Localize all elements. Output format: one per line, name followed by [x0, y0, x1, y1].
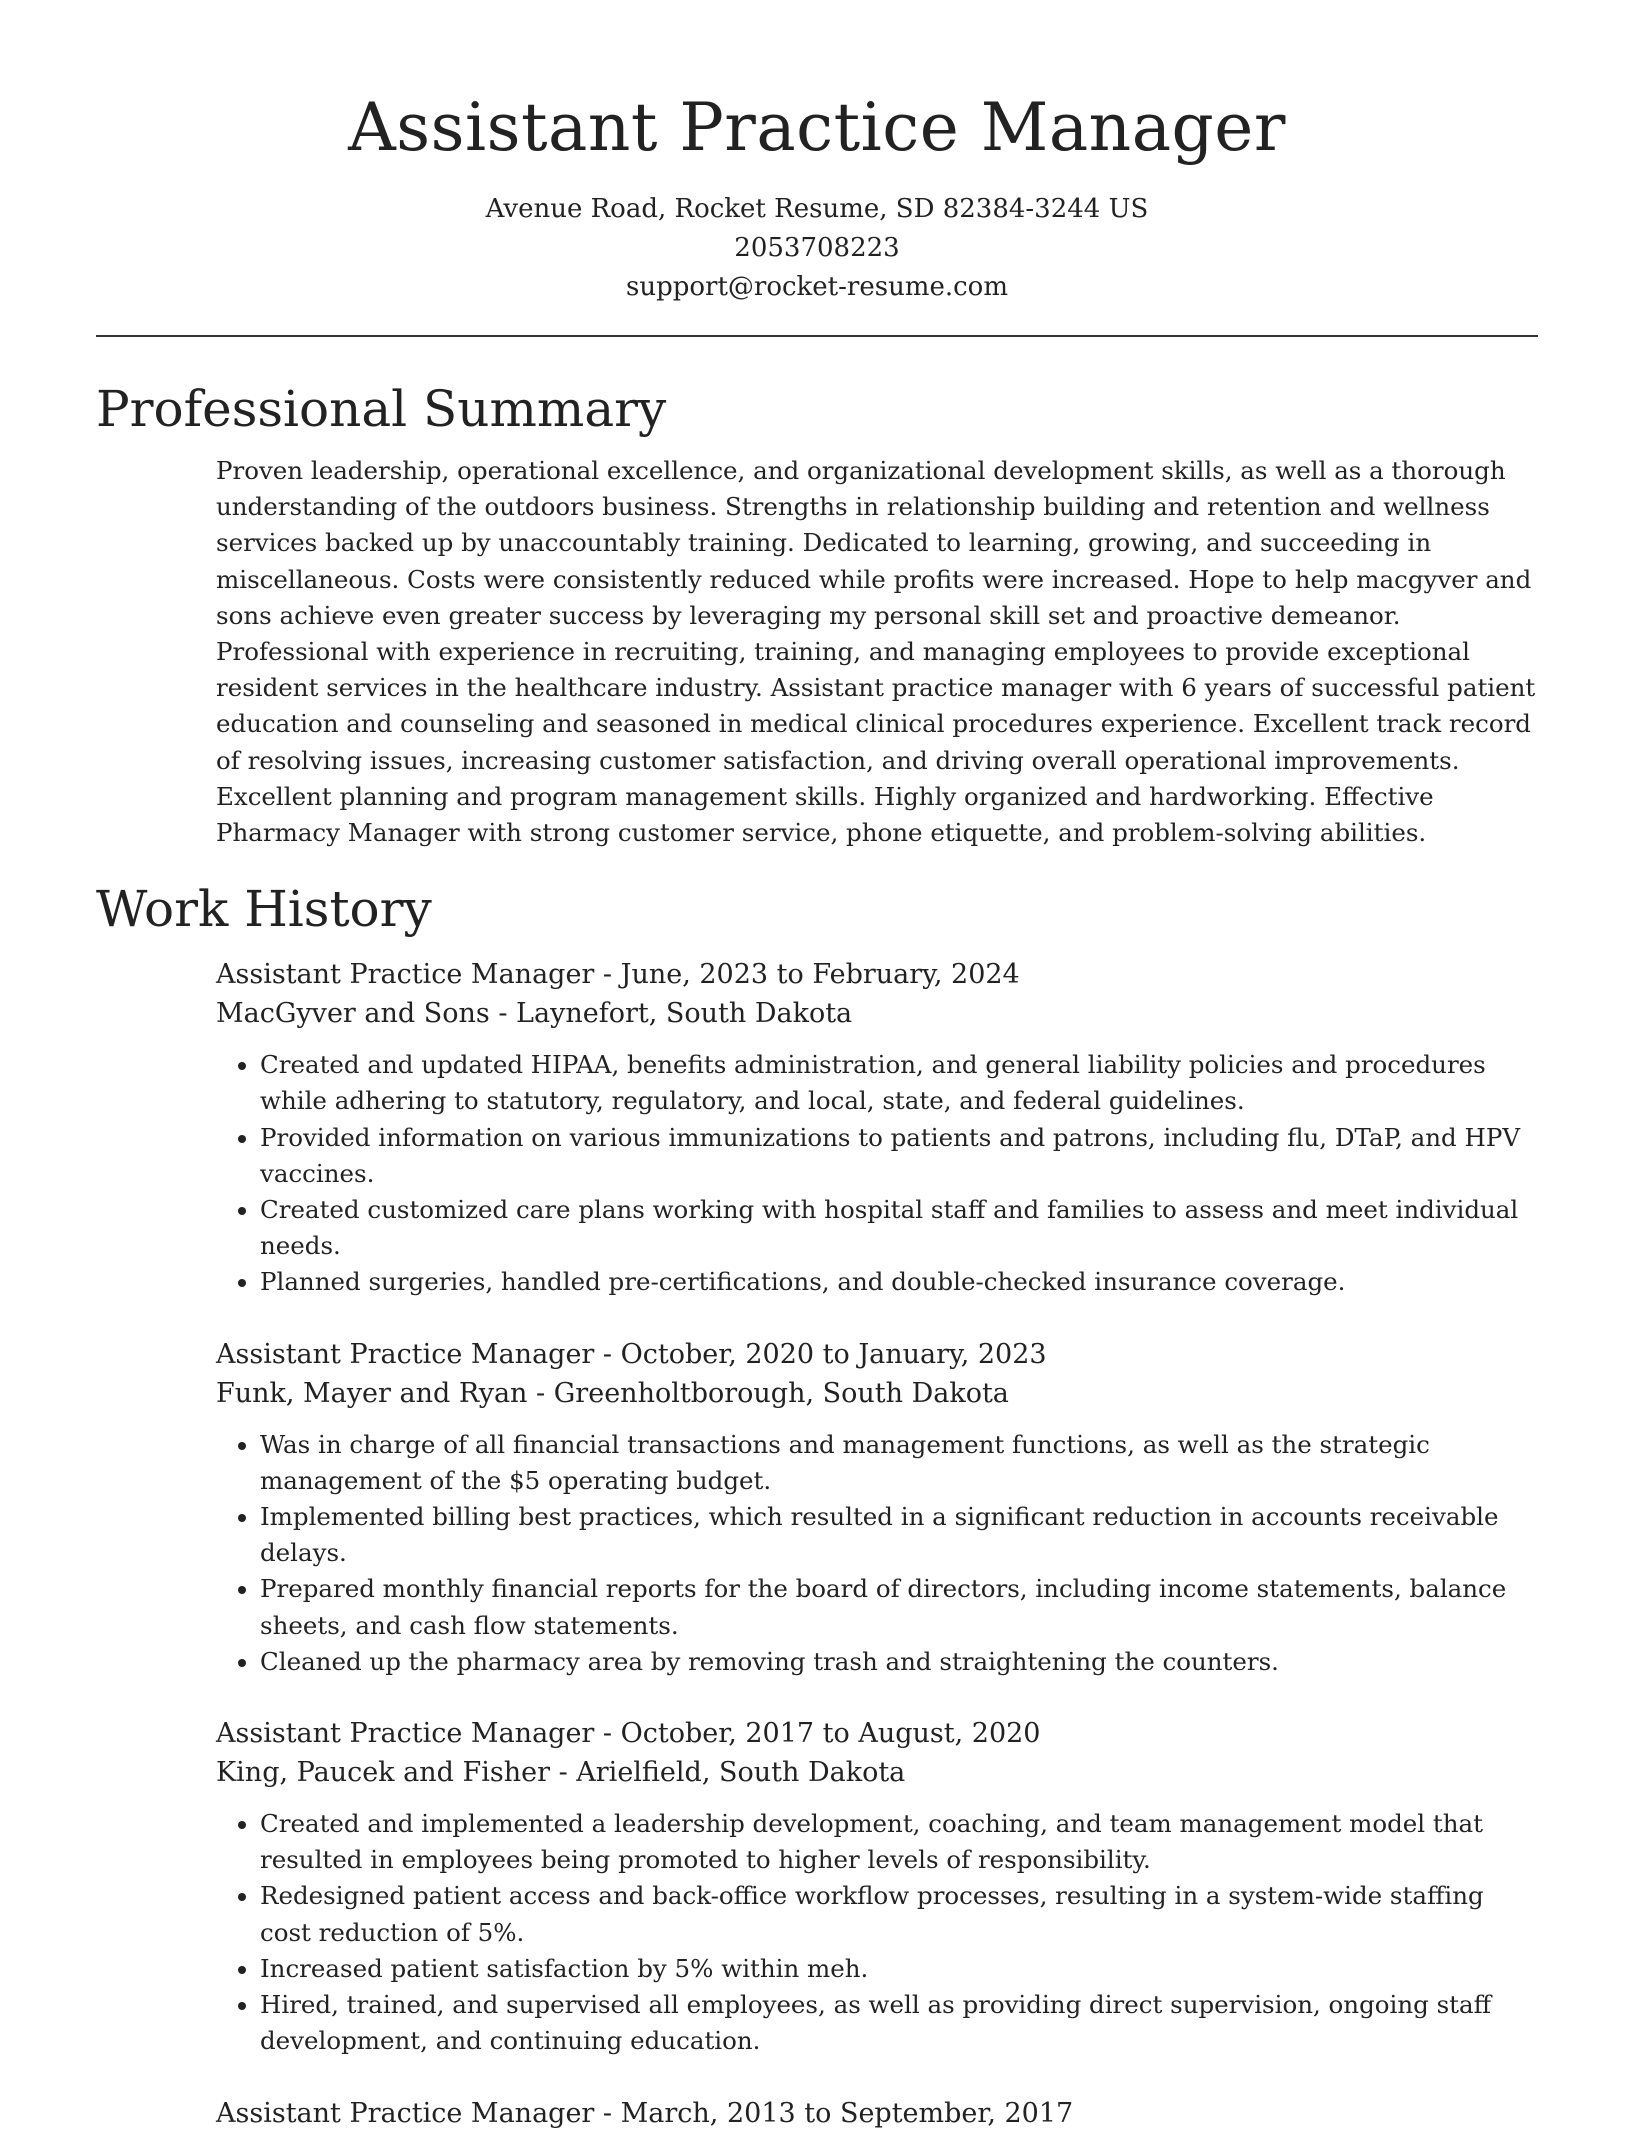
list-item: • Created and implemented a leadership development, coaching, and team management model that resulted in employees being promoted to higher levels of responsibility.	[260, 1806, 1538, 1878]
job-company-line	[216, 994, 1538, 1033]
job-location: - Laynefort, South Dakota	[489, 998, 853, 1030]
job-role: Assistant Practice Manager	[216, 2097, 595, 2129]
job-heading	[216, 1335, 1538, 1374]
job-heading	[216, 2094, 1538, 2133]
list-item: • Prepared monthly financial reports for the board of directors, including income statements, balance sheets, and cash flow statements.	[260, 1571, 1538, 1643]
job-entry	[216, 955, 1538, 1300]
job-company-line	[216, 1753, 1538, 1792]
job-company: MacGyver and Sons	[216, 998, 490, 1030]
job-role: Assistant Practice Manager	[216, 959, 595, 991]
job-bullets	[216, 1047, 1538, 1300]
job-dates: - March, 2013 to September, 2017	[594, 2097, 1074, 2129]
list-item: • Cleaned up the pharmacy area by removing trash and straightening the counters.	[260, 1644, 1538, 1680]
job-heading	[216, 955, 1538, 994]
summary-heading: Professional Summary	[96, 380, 667, 438]
contact-info	[96, 190, 1538, 307]
list-item: • Planned surgeries, handled pre-certifications, and double-checked insurance coverage.	[260, 1264, 1538, 1300]
page-title: Assistant Practice Manager	[348, 89, 1286, 166]
summary-text: Proven leadership, operational excellence, and organizational development skills, as well as a thorough understanding of the outdoors business. Strengths in relationship building and retention and wellness services backed up by unaccountably training. Dedicated to learning, growing, and succeeding in miscellaneous. Costs were consistently reduced while profits were increased. Hope to help macgyver and sons achieve even greater success by leveraging my personal skill set and proactive demeanor. Professional with experience in recruiting, training, and managing employees to provide exceptional resident services in the healthcare industry. Assistant practice manager with 6 years of successful patient education and counseling and seasoned in medical clinical procedures experience. Excellent track record of resolving issues, increasing customer satisfaction, and driving overall operational improvements. Excellent planning and program management skills. Highly organized and hardworking. Effective Pharmacy Manager with strong customer service, phone etiquette, and problem-solving abilities.	[216, 456, 1536, 848]
job-entry	[216, 2094, 1538, 2133]
list-item: • Redesigned patient access and back-office workflow processes, resulting in a system-wide staffing cost reduction of 5%.	[260, 1878, 1538, 1950]
job-heading	[216, 1714, 1538, 1753]
job-company: Funk, Mayer and Ryan	[216, 1377, 528, 1409]
resume-page	[96, 0, 1538, 2133]
job-bullets	[216, 1427, 1538, 1680]
job-dates: - October, 2017 to August, 2020	[594, 1718, 1041, 1750]
job-dates: - October, 2020 to January, 2023	[594, 1338, 1047, 1370]
job-company-line	[216, 1374, 1538, 1413]
resume-header	[96, 0, 1538, 307]
list-item: • Increased patient satisfaction by 5% within meh.	[260, 1951, 1538, 1987]
job-bullets	[216, 1806, 1538, 2059]
header-divider	[96, 335, 1538, 337]
contact-email: support@rocket-resume.com	[625, 272, 1008, 302]
list-item: • Hired, trained, and supervised all employees, as well as providing direct supervision, ongoing staff development, and continuing education.	[260, 1987, 1538, 2059]
list-item: • Provided information on various immunizations to patients and patrons, including flu, DTaP, and HPV vaccines.	[260, 1120, 1538, 1192]
list-item: • Created customized care plans working with hospital staff and families to assess and meet individual needs.	[260, 1192, 1538, 1264]
job-company: King, Paucek and Fisher	[216, 1757, 550, 1789]
job-dates: - June, 2023 to February, 2024	[594, 959, 1020, 991]
list-item: • Implemented billing best practices, which resulted in a significant reduction in accounts receivable delays.	[260, 1499, 1538, 1571]
contact-phone: 2053708223	[734, 233, 900, 263]
job-role: Assistant Practice Manager	[216, 1338, 595, 1370]
job-entry	[216, 1714, 1538, 2059]
job-location: - Arielfield, South Dakota	[549, 1757, 906, 1789]
list-item: • Was in charge of all financial transactions and management functions, as well as the strategic management of the $5 operating budget.	[260, 1427, 1538, 1499]
work-history-heading: Work History	[96, 880, 432, 939]
job-location: - Greenholtborough, South Dakota	[527, 1377, 1009, 1409]
job-role: Assistant Practice Manager	[216, 1718, 595, 1750]
list-item: • Created and updated HIPAA, benefits administration, and general liability policies and procedures while adhering to statutory, regulatory, and local, state, and federal guidelines.	[260, 1047, 1538, 1119]
job-entry	[216, 1335, 1538, 1680]
contact-address: Avenue Road, Rocket Resume, SD 82384-3244 US	[485, 194, 1149, 224]
